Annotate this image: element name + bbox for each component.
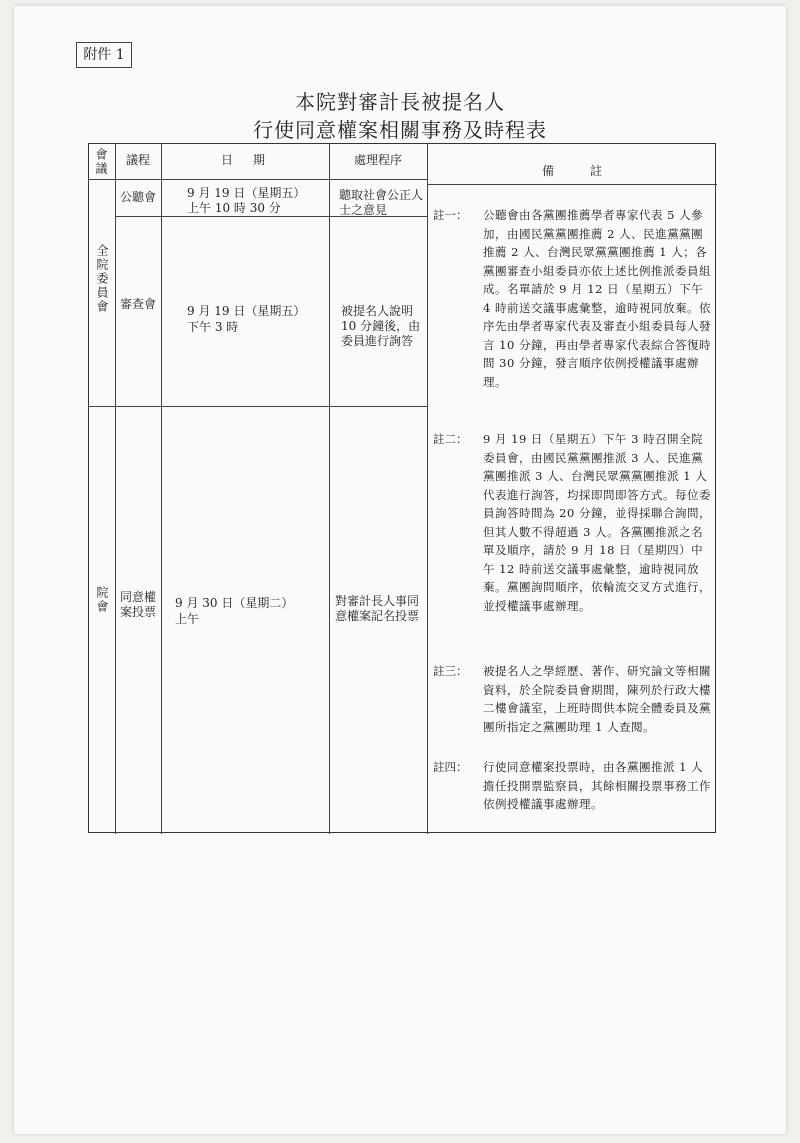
- document-title-line2: 行使同意權案相關事務及時程表: [253, 118, 547, 142]
- remark-note-3-tag: 註三：: [433, 664, 468, 678]
- procedure-vote: 對審計長人事同意權案記名投票: [335, 594, 420, 623]
- meeting-assembly: 院會: [95, 586, 109, 614]
- remarks-header-divider: [427, 184, 717, 185]
- date-hearing-line2: 上午 10 時 30 分: [187, 201, 281, 215]
- section-divider: [89, 406, 427, 407]
- header-procedure: 處理程序: [353, 153, 402, 167]
- header-agenda: 議程: [125, 153, 150, 167]
- remark-note-2-tag: 註二：: [433, 432, 468, 446]
- remark-note-3-text: 被提名人之學經歷、著作、研究論文等相關資料，於全院委員會期間，陳列於行政大樓二樓會議室，上班時間供本院全體委員及黨團所指定之黨團助理 1 人查閱。: [483, 664, 711, 734]
- date-review-line1: 9 月 19 日（星期五）: [187, 304, 306, 318]
- remark-note-1-tag: 註一：: [433, 208, 468, 222]
- header-divider: [89, 179, 427, 180]
- header-remarks: 備 註: [541, 164, 602, 178]
- remark-note-2: [433, 430, 717, 656]
- meeting-plenary-committee: 全院委員會: [95, 244, 109, 314]
- attachment-label: 附件 1: [76, 42, 132, 68]
- col-divider-4: [427, 144, 428, 834]
- schedule-table: [88, 143, 716, 833]
- header-date: 日 期: [220, 153, 269, 167]
- remark-note-3: [433, 662, 717, 754]
- date-vote-line1: 9 月 30 日（星期二）: [175, 596, 294, 610]
- remark-note-1: [433, 206, 717, 426]
- col-divider-3: [329, 144, 330, 834]
- remark-note-1-text: 公聽會由各黨團推薦學者專家代表 5 人參加，由國民黨黨團推薦 2 人、民進黨黨團推薦 2 人、台灣民眾黨黨團推薦 1 人；各黨團審查小組委員亦依上述比例推派委員組成。名單請於 9 月 12 日（星期五）下午 4 時前送交議事處彙整，逾時視同放棄。依序先由學者專家代表及審查小組委員每人發言 10 分鐘，再由學者專家代表綜合答復時間 30 分鐘，發言順序依例授權議事處辦理。: [483, 208, 711, 389]
- date-review-line2: 下午 3 時: [187, 320, 239, 334]
- agenda-vote: 同意權案投票: [119, 590, 156, 619]
- date-vote-line2: 上午: [175, 612, 200, 626]
- col-divider-1: [115, 144, 116, 834]
- document-title-line1: 本院對審計長被提名人: [295, 90, 505, 114]
- header-meeting: 會議: [94, 148, 108, 176]
- procedure-hearing: 聽取社會公正人士之意見: [339, 188, 424, 217]
- agenda-review: 審查會: [119, 297, 156, 311]
- remark-note-4: [433, 758, 717, 830]
- remark-note-4-tag: 註四：: [433, 760, 468, 774]
- col-divider-2: [161, 144, 162, 834]
- agenda-hearing: 公聽會: [119, 190, 156, 204]
- date-hearing-line1: 9 月 19 日（星期五）: [187, 186, 306, 200]
- remark-note-2-text: 9 月 19 日（星期五）下午 3 時召開全院委員會，由國民黨黨團推派 3 人、民進黨黨團推派 3 人、台灣民眾黨黨團推派 1 人代表進行詢答，均採即問即答方式。每位委員詢答時間為 20 分鐘，並得採聯合詢問，但其人數不得超過 3 人。各黨團推派之名單及順序，請於 9 月 18 日（星期四）中午 12 時前送交議事處彙整，逾時視同放棄。黨團詢問順序，依輪流交叉方式進行，並授權議事處辦理。: [483, 432, 711, 613]
- procedure-review: 被提名人說明 10 分鐘後，由委員進行詢答: [341, 304, 421, 348]
- remark-note-4-text: 行使同意權案投票時，由各黨團推派 1 人擔任投開票監察員，其餘相關投票事務工作依例授權議事處辦理。: [483, 760, 711, 811]
